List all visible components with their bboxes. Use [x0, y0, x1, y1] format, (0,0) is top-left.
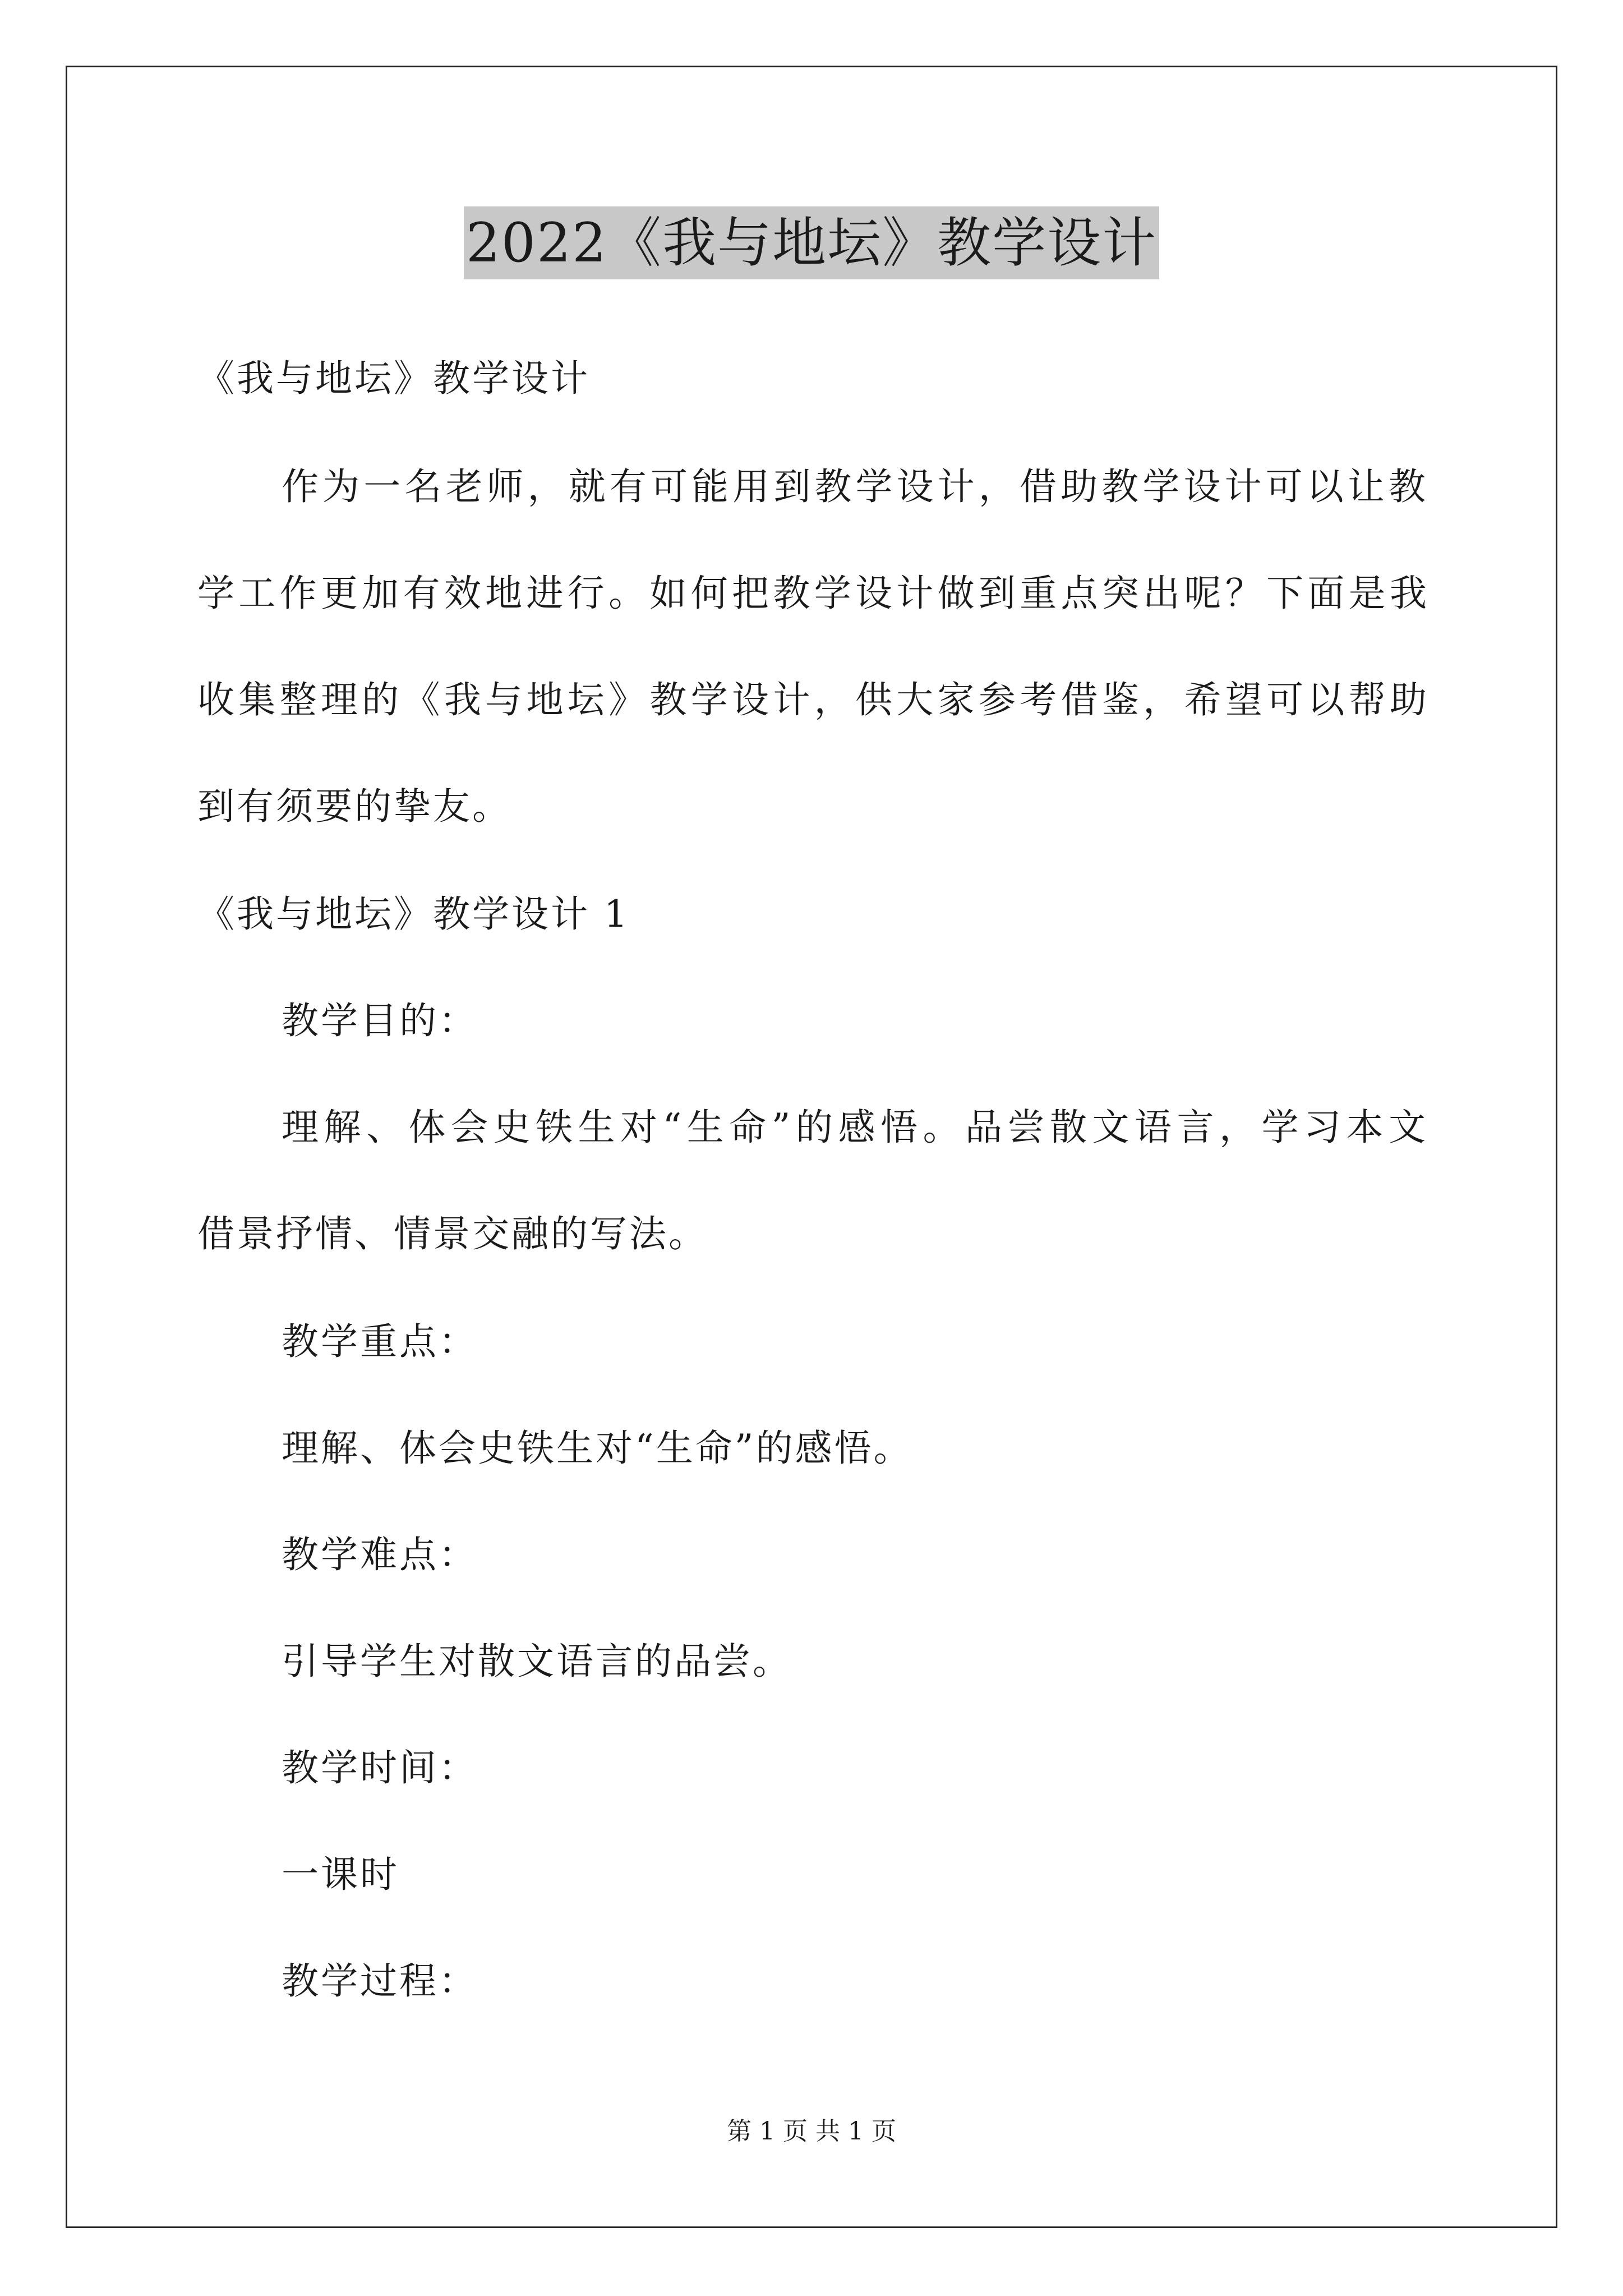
- intro-line-1: 作为一名老师，就有可能用到教学设计，借助教学设计可以让教: [282, 465, 1426, 508]
- section-heading: 《我与地坛》教学设计 1: [197, 892, 630, 936]
- intro-line-2: 学工作更加有效地进行。如何把教学设计做到重点突出呢？下面是我: [197, 572, 1427, 615]
- time-text: 一课时: [282, 1853, 399, 1896]
- page-footer: 第 1 页 共 1 页: [727, 2117, 896, 2146]
- document-subtitle: 《我与地坛》教学设计: [197, 357, 590, 400]
- difficulty-label: 教学难点：: [282, 1533, 478, 1576]
- key-text: 理解、体会史铁生对“生命”的感悟。: [282, 1427, 913, 1470]
- goal-label: 教学目的：: [282, 999, 478, 1042]
- intro-line-4: 到有须要的挚友。: [197, 785, 511, 828]
- process-label: 教学过程：: [282, 1959, 478, 2003]
- document-title: 2022《我与地坛》教学设计: [464, 206, 1159, 279]
- time-label: 教学时间：: [282, 1746, 478, 1789]
- goal-line-2: 借景抒情、情景交融的写法。: [197, 1212, 708, 1255]
- key-label: 教学重点：: [282, 1320, 478, 1363]
- document-title-row: [0, 206, 1623, 279]
- goal-line-1: 理解、体会史铁生对“生命”的感悟。品尝散文语言，学习本文: [282, 1106, 1426, 1149]
- intro-line-3: 收集整理的《我与地坛》教学设计，供大家参考借鉴，希望可以帮助: [197, 678, 1427, 721]
- difficulty-text: 引导学生对散文语言的品尝。: [282, 1640, 792, 1683]
